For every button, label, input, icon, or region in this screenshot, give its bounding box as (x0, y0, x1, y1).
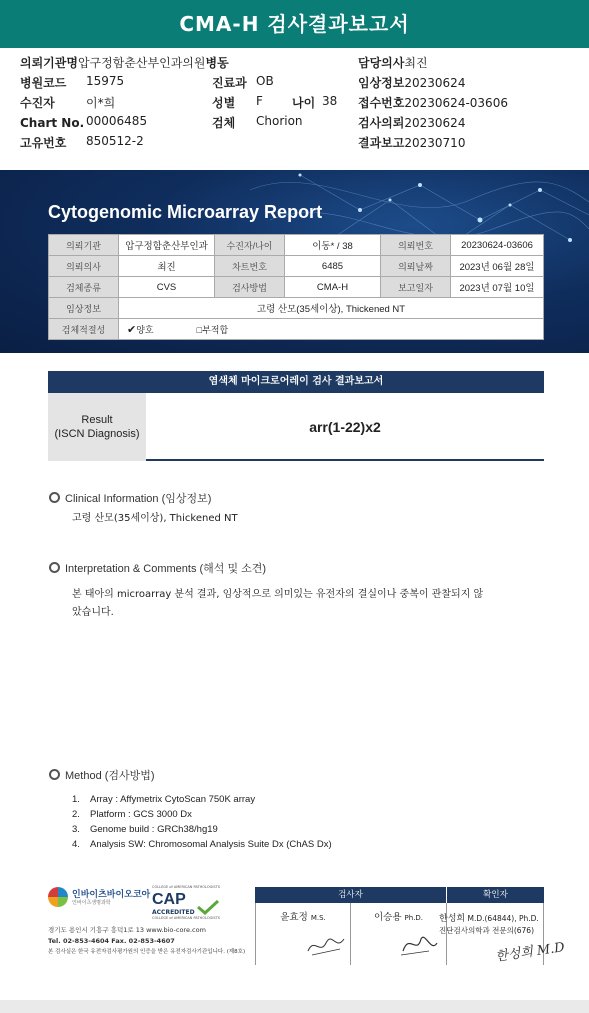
receipt-label: 접수번호 (358, 96, 405, 110)
tester2-label: 이승용 (373, 912, 402, 923)
unique-label: 고유번호 (20, 136, 67, 150)
info-label: 의뢰날짜 (381, 256, 451, 277)
approver-cell (439, 903, 566, 965)
report-date-value: 20230710 (404, 136, 466, 150)
method-section-label: Method (검사방법) (65, 770, 155, 782)
result-label-line1: Result (81, 414, 113, 426)
cap-accredited: ACCREDITED (152, 909, 195, 916)
tester2-cell (351, 903, 447, 965)
approver-degree: M.D.(64844), Ph.D. (467, 914, 539, 923)
company-contact (48, 925, 245, 958)
info-value: 2023년 06월 28일 (451, 256, 544, 277)
method-text: Array : Affymetrix CytoScan 750K array (90, 794, 256, 805)
suitable-label: 양호 (136, 324, 154, 335)
company-address: 경기도 용인시 기흥구 흥덕1로 13 www.bio-core.com (48, 926, 206, 934)
method-item (72, 837, 332, 852)
method-number: 1. (72, 794, 80, 805)
suitability-options (119, 319, 544, 340)
receipt-value: 20230624-03606 (404, 96, 508, 110)
interp-section-label: Interpretation & Comments (해석 및 소견) (65, 563, 267, 575)
report-heading: Cytogenomic Microarray Report (48, 202, 323, 222)
company-phone: Tel. 02-853-4604 Fax. 02-853-4607 (48, 937, 175, 945)
ward-label: 병동 (205, 56, 229, 70)
info-row (49, 277, 544, 298)
info-row (49, 235, 544, 256)
tester-header: 검사자 (255, 887, 447, 903)
info-value: 압구정함춘산부인과 (119, 235, 215, 256)
method-item (72, 792, 332, 807)
chart-value: 00006485 (86, 114, 148, 128)
checkbox-icon: □ (196, 324, 203, 335)
document-title: CMA-H 검사결과보고서 (0, 0, 589, 48)
section-bullet-icon (49, 492, 60, 503)
info-row (49, 298, 544, 319)
method-text: Genome build : GRCh38/hg19 (90, 824, 218, 835)
company-name: 인바이츠바이오코아 (72, 890, 151, 900)
info-label: 의뢰의사 (49, 256, 119, 277)
suitability-label: 검체적절성 (49, 319, 119, 340)
request-value: 20230624 (404, 116, 466, 130)
tester1-label: 윤효정 (280, 912, 308, 923)
info-label: 의뢰기관 (49, 235, 119, 256)
approver-info (439, 913, 544, 936)
clinical-value: 고령 산모(35세이상), Thickened NT (119, 298, 544, 319)
sex-value: F (256, 94, 263, 108)
signature-table (255, 887, 566, 965)
tester2-name (351, 909, 446, 923)
org-label: 의뢰기관명 (20, 56, 78, 70)
method-item (72, 807, 332, 822)
approver-title: 진단검사의학과 전문의(676) (439, 926, 535, 935)
request-label: 검사의뢰 (358, 116, 405, 130)
age-label: 나이 (292, 96, 316, 110)
clinical-section-title (49, 490, 211, 506)
approver-signature: 한성희 M.D (494, 940, 566, 965)
info-label: 보고일자 (381, 277, 451, 298)
info-label: 검체종류 (49, 277, 119, 298)
info-value: 20230624-03606 (451, 235, 544, 256)
specimen-value: Chorion (256, 114, 303, 128)
approver-name-line (439, 913, 544, 925)
cap-logo (152, 885, 242, 919)
report-date-label: 결과보고 (358, 136, 405, 150)
info-row (49, 319, 544, 340)
org-value: 압구정함춘산부인과의원 (77, 56, 206, 70)
method-list (72, 792, 332, 852)
patient-value: 이*희 (86, 96, 116, 110)
interp-section-text: 본 태아의 microarray 분석 결과, 임상적으로 의미있는 유전자의 결실이나 중복이 관찰되지 않았습니다. (72, 589, 484, 618)
doctor-value: 최진 (404, 56, 428, 70)
clinical-info-value: 20230624 (404, 76, 466, 90)
company-footer (48, 885, 248, 965)
tester1-cell (255, 903, 351, 965)
result-heading: 염색체 마이크로어레이 검사 결과보고서 (48, 371, 544, 393)
cap-top-text: COLLEGE of AMERICAN PATHOLOGISTS (152, 885, 220, 889)
method-number: 3. (72, 824, 80, 835)
info-value: 최진 (119, 256, 215, 277)
dept-value: OB (256, 74, 274, 88)
doctor-label: 담당의사 (358, 56, 405, 70)
tester1-degree: M.S. (310, 914, 326, 922)
method-section-title (49, 767, 155, 783)
info-label: 차트번호 (215, 256, 285, 277)
tester1-signature (306, 931, 346, 959)
company-subname: 인바이츠생명과학 (72, 900, 111, 906)
info-row (49, 256, 544, 277)
method-item (72, 822, 332, 837)
info-value: 6485 (285, 256, 381, 277)
specimen-label: 검체 (212, 116, 236, 130)
info-value: 이동* / 38 (285, 235, 381, 256)
checkmark-icon (196, 899, 220, 915)
result-label-line2: (ISCN Diagnosis) (54, 428, 140, 440)
info-label: 검사방법 (215, 277, 285, 298)
method-number: 2. (72, 809, 80, 820)
approver-header: 확인자 (447, 887, 544, 903)
tester2-signature (399, 929, 439, 959)
hospital-code-value: 15975 (86, 74, 125, 88)
cap-bottom-text: COLLEGE of AMERICAN PATHOLOGISTS (152, 916, 220, 920)
clinical-info-label: 임상정보 (358, 76, 405, 90)
method-text: Platform : GCS 3000 Dx (90, 809, 192, 820)
header-info (0, 48, 589, 160)
sex-label: 성별 (212, 96, 236, 110)
patient-label: 수진자 (20, 96, 55, 110)
age-value: 38 (322, 94, 338, 108)
tester1-name (256, 909, 350, 923)
method-text: Analysis SW: Chromosomal Analysis Suite Dx (ChAS Dx) (90, 839, 332, 850)
check-icon: ✔ (127, 323, 137, 336)
info-value: CMA-H (285, 277, 381, 298)
company-logo-icon (48, 887, 68, 907)
info-value: CVS (119, 277, 215, 298)
interp-section-title (49, 560, 266, 576)
dept-label: 진료과 (212, 76, 247, 90)
tester2-degree: Ph.D. (404, 914, 424, 922)
result-value: arr(1-22)x2 (309, 419, 381, 435)
result-label (48, 393, 146, 461)
section-bullet-icon (49, 562, 60, 573)
hospital-code-label: 병원코드 (20, 76, 67, 90)
approver-name: 한성희 (439, 914, 466, 924)
section-bullet-icon (49, 769, 60, 780)
info-value: 2023년 07월 10일 (451, 277, 544, 298)
method-number: 4. (72, 839, 80, 850)
unsuitable-label: 부적합 (202, 324, 229, 335)
bottom-strip (0, 1000, 589, 1013)
chart-label: Chart No. (20, 116, 85, 130)
certification-notice: 본 검사실은 한국 유전자검사평가원의 인증을 받은 유전자검사기관입니다. (제8호) (48, 949, 246, 955)
info-label: 의뢰번호 (381, 235, 451, 256)
report-info-table (48, 234, 544, 340)
result-box (48, 393, 544, 461)
unique-value: 850512-2 (86, 134, 144, 148)
clinical-section-label: Clinical Information (임상정보) (65, 493, 212, 505)
clinical-section-text: 고령 산모(35세이상), Thickened NT (72, 513, 238, 524)
clinical-label: 임상정보 (49, 298, 119, 319)
cap-text: CAP (152, 891, 186, 908)
info-label: 수진자/나이 (215, 235, 285, 256)
